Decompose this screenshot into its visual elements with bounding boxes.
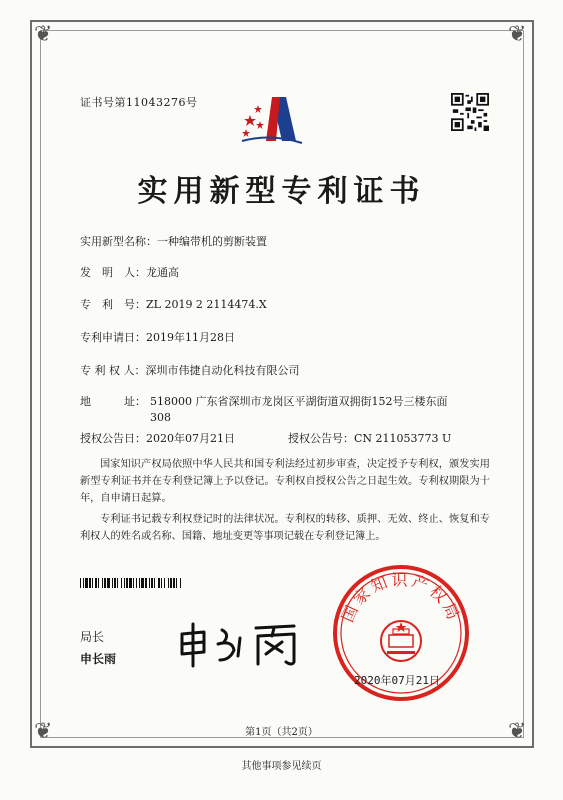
director-name: 申长雨 bbox=[80, 652, 117, 666]
field-value: 龙通高 bbox=[146, 266, 179, 279]
field-value: 518000 广东省深圳市龙岗区平湖街道双拥街152号三楼东面308 bbox=[150, 395, 448, 424]
filing-date-row bbox=[80, 329, 235, 345]
ornament-bottom-right: ❦ bbox=[508, 719, 527, 744]
field-label: 专 利 权 人： bbox=[80, 364, 146, 377]
legal-paragraph-2: 专利证书记载专利权登记时的法律状况。专利权的转移、质押、无效、终止、恢复和专利权人的姓名或名称、国籍、地址变更等事项记载在专利登记簿上。 bbox=[80, 514, 490, 542]
barcode bbox=[80, 578, 248, 588]
director-signature bbox=[174, 620, 304, 668]
patentee-row bbox=[80, 362, 300, 378]
field-label: 发 明 人： bbox=[80, 266, 146, 279]
page-title: 实用新型专利证书 bbox=[137, 174, 426, 209]
page-number: 第1页（共2页） bbox=[245, 727, 318, 738]
inventor-row bbox=[80, 264, 179, 280]
legal-paragraph-1: 国家知识产权局依照中华人民共和国专利法经过初步审查，决定授予专利权，颁发实用新型专利证书并在专利登记簿上予以登记。专利权自授权公告之日起生效。专利权期限为十年，自申请日起算。 bbox=[80, 459, 490, 504]
grant-date-row bbox=[80, 430, 235, 446]
utility-model-name-row bbox=[80, 233, 267, 249]
certificate-number: 证书号第11043276号 bbox=[80, 96, 198, 109]
footer-note: 其他事项参见续页 bbox=[241, 761, 322, 772]
field-label: 专 利 号： bbox=[80, 298, 146, 311]
field-value: ZL 2019 2 2114474.X bbox=[146, 298, 267, 311]
cnipa-logo-icon bbox=[236, 95, 306, 155]
svg-text:国家知识产权局 bbox=[338, 570, 464, 625]
field-label: 授权公告号： bbox=[288, 432, 354, 445]
seal-date: 2020年07月21日 bbox=[354, 674, 440, 687]
field-label: 授权公告日： bbox=[80, 432, 146, 445]
patent-number-row bbox=[80, 296, 267, 312]
field-value: CN 211053773 U bbox=[354, 432, 452, 445]
grant-number-row bbox=[288, 430, 451, 446]
field-label: 实用新型名称： bbox=[80, 235, 157, 248]
qr-code bbox=[451, 93, 489, 131]
field-value: 2019年11月28日 bbox=[146, 331, 235, 344]
ornament-top-right: ❦ bbox=[508, 22, 527, 47]
ornament-top-left: ❦ bbox=[34, 22, 53, 47]
field-label: 地 址： bbox=[80, 395, 146, 408]
seal-text: 国家知识产权局 bbox=[337, 570, 465, 626]
field-label: 专利申请日： bbox=[80, 331, 146, 344]
field-value: 2020年07月21日 bbox=[146, 432, 235, 445]
director-title: 局长 bbox=[80, 630, 105, 644]
ornament-bottom-left: ❦ bbox=[34, 719, 53, 744]
field-value: 一种编带机的剪断装置 bbox=[157, 235, 267, 248]
field-value: 深圳市伟捷自动化科技有限公司 bbox=[145, 364, 300, 377]
